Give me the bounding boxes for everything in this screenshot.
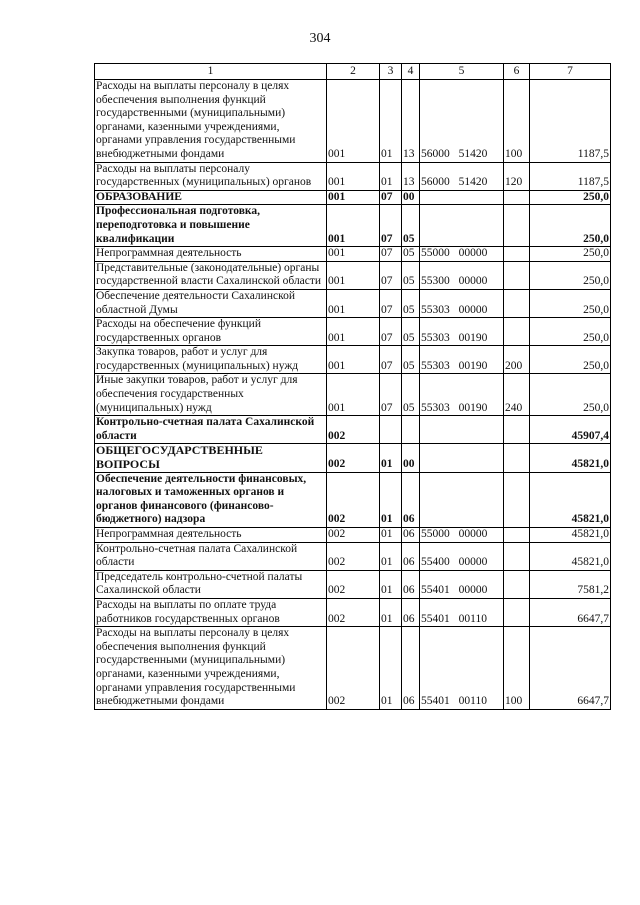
amount-cell: 7581,2: [530, 570, 611, 598]
section-code-cell: 01: [380, 570, 402, 598]
table-row: [95, 247, 611, 262]
table-row: [95, 162, 611, 190]
target-article-cell: 55401 00110: [420, 627, 504, 710]
subsection-code-cell: 00: [402, 190, 420, 205]
expense-type-cell: [504, 190, 530, 205]
section-code-cell: 07: [380, 374, 402, 416]
expense-type-cell: 240: [504, 374, 530, 416]
amount-cell: 250,0: [530, 374, 611, 416]
target-article-cell: 55401 00000: [420, 570, 504, 598]
amount-cell: 1187,5: [530, 162, 611, 190]
target-article-cell: 55303 00000: [420, 289, 504, 317]
section-code-cell: 07: [380, 247, 402, 262]
ministry-code-cell: 002: [327, 627, 380, 710]
ministry-code-cell: 002: [327, 472, 380, 527]
target-article-cell: 55401 00110: [420, 598, 504, 626]
ministry-code-cell: 001: [327, 289, 380, 317]
expense-type-cell: 120: [504, 162, 530, 190]
amount-cell: 45821,0: [530, 472, 611, 527]
target-article-cell: [420, 416, 504, 444]
amount-cell: 6647,7: [530, 598, 611, 626]
ministry-code-cell: 002: [327, 444, 380, 472]
subsection-code-cell: 06: [402, 472, 420, 527]
expense-type-cell: [504, 205, 530, 247]
target-article-cell: [420, 444, 504, 472]
expense-type-cell: [504, 261, 530, 289]
amount-cell: 250,0: [530, 261, 611, 289]
ministry-code-cell: 001: [327, 261, 380, 289]
subsection-code-cell: 05: [402, 247, 420, 262]
amount-cell: 250,0: [530, 346, 611, 374]
expense-type-cell: [504, 528, 530, 543]
expense-type-cell: [504, 416, 530, 444]
header-cell: 3: [380, 64, 402, 80]
subsection-code-cell: 06: [402, 528, 420, 543]
amount-cell: 250,0: [530, 247, 611, 262]
target-article-cell: 55303 00190: [420, 318, 504, 346]
expense-type-cell: [504, 570, 530, 598]
subsection-code-cell: 00: [402, 444, 420, 472]
amount-cell: 250,0: [530, 318, 611, 346]
expense-type-cell: 200: [504, 346, 530, 374]
section-code-cell: 01: [380, 528, 402, 543]
target-article-cell: 55300 00000: [420, 261, 504, 289]
subsection-code-cell: 06: [402, 598, 420, 626]
subsection-code-cell: 05: [402, 318, 420, 346]
amount-cell: 45821,0: [530, 444, 611, 472]
ministry-code-cell: 001: [327, 374, 380, 416]
row-name-cell: Непрограммная деятельность: [95, 247, 327, 262]
section-code-cell: 01: [380, 444, 402, 472]
expense-type-cell: [504, 598, 530, 626]
row-name-cell: Расходы на выплаты персоналу в целях обеспечения выполнения функций государственными (муниципальными) органами, казенными учреждениями, органами управления государственными внебюджетными фондами: [95, 80, 327, 163]
row-name-cell: Обеспечение деятельности Сахалинской областной Думы: [95, 289, 327, 317]
expense-type-cell: 100: [504, 627, 530, 710]
ministry-code-cell: 001: [327, 318, 380, 346]
row-name-cell: Расходы на обеспечение функций государственных органов: [95, 318, 327, 346]
header-cell: 2: [327, 64, 380, 80]
row-name-cell: Закупка товаров, работ и услуг для государственных (муниципальных) нужд: [95, 346, 327, 374]
section-code-cell: 01: [380, 472, 402, 527]
subsection-code-cell: 05: [402, 289, 420, 317]
table-row: [95, 627, 611, 710]
table-row: [95, 190, 611, 205]
subsection-code-cell: 06: [402, 627, 420, 710]
ministry-code-cell: 001: [327, 162, 380, 190]
table-row: [95, 542, 611, 570]
header-cell: 5: [420, 64, 504, 80]
table-row: [95, 570, 611, 598]
section-code-cell: 07: [380, 318, 402, 346]
ministry-code-cell: 001: [327, 80, 380, 163]
target-article-cell: 55000 00000: [420, 528, 504, 543]
target-article-cell: 55400 00000: [420, 542, 504, 570]
table-header-row: [95, 64, 611, 80]
ministry-code-cell: 002: [327, 542, 380, 570]
table-row: [95, 472, 611, 527]
subsection-code-cell: 13: [402, 162, 420, 190]
expense-type-cell: 100: [504, 80, 530, 163]
amount-cell: 250,0: [530, 205, 611, 247]
expense-type-cell: [504, 247, 530, 262]
ministry-code-cell: 001: [327, 247, 380, 262]
subsection-code-cell: 05: [402, 374, 420, 416]
amount-cell: 250,0: [530, 289, 611, 317]
row-name-cell: Представительные (законодательные) органы государственной власти Сахалинской области: [95, 261, 327, 289]
section-code-cell: 01: [380, 162, 402, 190]
table-row: [95, 318, 611, 346]
row-name-cell: Профессиональная подготовка, переподготовка и повышение квалификации: [95, 205, 327, 247]
section-code-cell: 07: [380, 346, 402, 374]
table-row: [95, 289, 611, 317]
ministry-code-cell: 002: [327, 598, 380, 626]
expense-type-cell: [504, 318, 530, 346]
target-article-cell: [420, 190, 504, 205]
table-row: [95, 374, 611, 416]
row-name-cell: Контрольно-счетная палата Сахалинской области: [95, 542, 327, 570]
section-code-cell: 07: [380, 261, 402, 289]
row-name-cell: Расходы на выплаты по оплате труда работников государственных органов: [95, 598, 327, 626]
amount-cell: 45907,4: [530, 416, 611, 444]
subsection-code-cell: 06: [402, 570, 420, 598]
subsection-code-cell: [402, 416, 420, 444]
subsection-code-cell: 06: [402, 542, 420, 570]
row-name-cell: Расходы на выплаты персоналу в целях обеспечения выполнения функций государственными (муниципальными) органами, казенными учреждениями, органами управления государственными внебюджетными фондами: [95, 627, 327, 710]
table-row: [95, 346, 611, 374]
table-row: [95, 80, 611, 163]
section-code-cell: 01: [380, 598, 402, 626]
ministry-code-cell: 002: [327, 528, 380, 543]
header-cell: 6: [504, 64, 530, 80]
header-cell: 7: [530, 64, 611, 80]
target-article-cell: 55000 00000: [420, 247, 504, 262]
header-cell: 1: [95, 64, 327, 80]
amount-cell: 1187,5: [530, 80, 611, 163]
table-row: [95, 528, 611, 543]
target-article-cell: 55303 00190: [420, 346, 504, 374]
table-row: [95, 416, 611, 444]
section-code-cell: 07: [380, 205, 402, 247]
expense-type-cell: [504, 472, 530, 527]
target-article-cell: 56000 51420: [420, 162, 504, 190]
amount-cell: 45821,0: [530, 542, 611, 570]
page-number: 304: [309, 31, 331, 46]
section-code-cell: 07: [380, 289, 402, 317]
table-row: [95, 205, 611, 247]
expense-type-cell: [504, 444, 530, 472]
target-article-cell: 55303 00190: [420, 374, 504, 416]
header-cell: 4: [402, 64, 420, 80]
amount-cell: 250,0: [530, 190, 611, 205]
expense-type-cell: [504, 289, 530, 317]
subsection-code-cell: 05: [402, 261, 420, 289]
ministry-code-cell: 001: [327, 190, 380, 205]
row-name-cell: Расходы на выплаты персоналу государственных (муниципальных) органов: [95, 162, 327, 190]
row-name-cell: ОБРАЗОВАНИЕ: [95, 190, 327, 205]
row-name-cell: ОБЩЕГОСУДАРСТВЕННЫЕ ВОПРОСЫ: [95, 444, 327, 472]
row-name-cell: Контрольно-счетная палата Сахалинской области: [95, 416, 327, 444]
subsection-code-cell: 05: [402, 205, 420, 247]
target-article-cell: 56000 51420: [420, 80, 504, 163]
row-name-cell: Обеспечение деятельности финансовых, налоговых и таможенных органов и органов финансового (финансово-бюджетного) надзора: [95, 472, 327, 527]
ministry-code-cell: 002: [327, 416, 380, 444]
target-article-cell: [420, 205, 504, 247]
subsection-code-cell: 05: [402, 346, 420, 374]
table-row: [95, 598, 611, 626]
subsection-code-cell: 13: [402, 80, 420, 163]
section-code-cell: 01: [380, 80, 402, 163]
ministry-code-cell: 002: [327, 570, 380, 598]
expense-type-cell: [504, 542, 530, 570]
section-code-cell: [380, 416, 402, 444]
section-code-cell: 01: [380, 627, 402, 710]
ministry-code-cell: 001: [327, 205, 380, 247]
table-row: [95, 261, 611, 289]
row-name-cell: Иные закупки товаров, работ и услуг для обеспечения государственных (муниципальных) нужд: [95, 374, 327, 416]
budget-table: [94, 63, 611, 710]
ministry-code-cell: 001: [327, 346, 380, 374]
table-row: [95, 444, 611, 472]
section-code-cell: 07: [380, 190, 402, 205]
row-name-cell: Председатель контрольно-счетной палаты Сахалинской области: [95, 570, 327, 598]
amount-cell: 45821,0: [530, 528, 611, 543]
amount-cell: 6647,7: [530, 627, 611, 710]
row-name-cell: Непрограммная деятельность: [95, 528, 327, 543]
target-article-cell: [420, 472, 504, 527]
section-code-cell: 01: [380, 542, 402, 570]
